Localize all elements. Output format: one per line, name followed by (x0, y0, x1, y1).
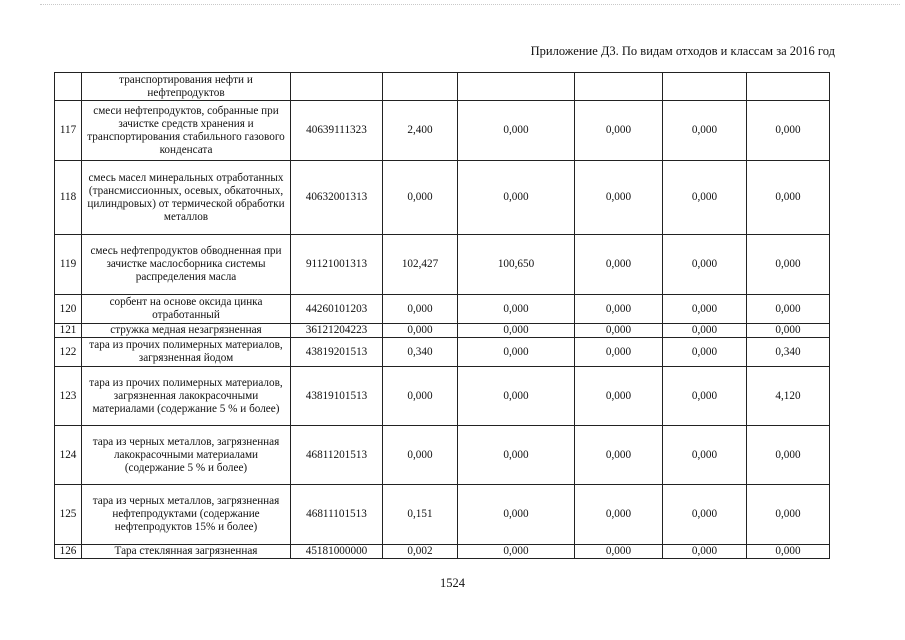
value-1-cell: 0,000 (383, 367, 458, 426)
waste-name-cell: тара из черных металлов, загрязненная лакокрасочными материалами (содержание 5 % и более) (82, 426, 291, 485)
row-number-cell: 126 (55, 545, 82, 559)
fkko-code-cell: 46811101513 (291, 485, 383, 545)
value-4-cell (663, 73, 747, 101)
fkko-code-cell: 40639111323 (291, 101, 383, 161)
value-4-cell: 0,000 (663, 235, 747, 295)
row-number-cell: 119 (55, 235, 82, 295)
value-4-cell: 0,000 (663, 161, 747, 235)
table-row (55, 426, 830, 485)
value-4-cell: 0,000 (663, 295, 747, 324)
value-5-cell: 0,000 (747, 485, 830, 545)
value-3-cell: 0,000 (575, 426, 663, 485)
value-2-cell: 0,000 (458, 426, 575, 485)
value-1-cell: 0,340 (383, 338, 458, 367)
value-3-cell: 0,000 (575, 485, 663, 545)
value-2-cell: 0,000 (458, 485, 575, 545)
value-4-cell: 0,000 (663, 545, 747, 559)
waste-name-cell: Тара стеклянная загрязненная (82, 545, 291, 559)
value-1-cell: 0,000 (383, 295, 458, 324)
value-1-cell: 0,000 (383, 426, 458, 485)
value-2-cell: 0,000 (458, 367, 575, 426)
value-3-cell: 0,000 (575, 338, 663, 367)
fkko-code-cell (291, 73, 383, 101)
value-5-cell: 0,000 (747, 161, 830, 235)
value-3-cell: 0,000 (575, 367, 663, 426)
value-3-cell: 0,000 (575, 101, 663, 161)
waste-name-cell: тара из прочих полимерных материалов, загрязненная йодом (82, 338, 291, 367)
row-number-cell: 125 (55, 485, 82, 545)
row-number-cell: 117 (55, 101, 82, 161)
value-2-cell: 0,000 (458, 161, 575, 235)
table-row (55, 101, 830, 161)
fkko-code-cell: 36121204223 (291, 324, 383, 338)
waste-name-cell: транспортирования нефти и нефтепродуктов (82, 73, 291, 101)
value-2-cell: 0,000 (458, 545, 575, 559)
table-row (55, 367, 830, 426)
fkko-code-cell: 44260101203 (291, 295, 383, 324)
value-4-cell: 0,000 (663, 338, 747, 367)
value-3-cell: 0,000 (575, 235, 663, 295)
value-2-cell: 0,000 (458, 101, 575, 161)
value-1-cell: 0,000 (383, 324, 458, 338)
waste-name-cell: стружка медная незагрязненная (82, 324, 291, 338)
waste-table (54, 72, 830, 559)
table-row (55, 324, 830, 338)
value-5-cell (747, 73, 830, 101)
value-3-cell: 0,000 (575, 161, 663, 235)
value-4-cell: 0,000 (663, 101, 747, 161)
waste-name-cell: смеси нефтепродуктов, собранные при зачистке средств хранения и транспортирования стабильного газового конденсата (82, 101, 291, 161)
table-row (55, 73, 830, 101)
value-2-cell: 0,000 (458, 295, 575, 324)
value-1-cell: 102,427 (383, 235, 458, 295)
table-row (55, 338, 830, 367)
table-row (55, 295, 830, 324)
row-number-cell: 120 (55, 295, 82, 324)
value-1-cell: 0,002 (383, 545, 458, 559)
row-number-cell: 122 (55, 338, 82, 367)
row-number-cell: 121 (55, 324, 82, 338)
value-3-cell: 0,000 (575, 295, 663, 324)
value-4-cell: 0,000 (663, 426, 747, 485)
value-2-cell (458, 73, 575, 101)
table-row (55, 545, 830, 559)
row-number-cell: 123 (55, 367, 82, 426)
fkko-code-cell: 45181000000 (291, 545, 383, 559)
value-2-cell: 0,000 (458, 338, 575, 367)
value-1-cell: 0,000 (383, 161, 458, 235)
row-number-cell: 118 (55, 161, 82, 235)
value-3-cell (575, 73, 663, 101)
fkko-code-cell: 91121001313 (291, 235, 383, 295)
value-5-cell: 0,000 (747, 295, 830, 324)
row-number-cell (55, 73, 82, 101)
page-header: Приложение Д3. По видам отходов и классам за 2016 год (530, 44, 835, 58)
value-2-cell: 100,650 (458, 235, 575, 295)
value-3-cell: 0,000 (575, 545, 663, 559)
value-5-cell: 0,000 (747, 101, 830, 161)
value-4-cell: 0,000 (663, 485, 747, 545)
waste-name-cell: смесь масел минеральных отработанных (трансмиссионных, осевых, обкаточных, цилиндровых) от термической обработки металлов (82, 161, 291, 235)
value-5-cell: 0,000 (747, 235, 830, 295)
waste-name-cell: тара из черных металлов, загрязненная нефтепродуктами (содержание нефтепродуктов 15% и более) (82, 485, 291, 545)
value-3-cell: 0,000 (575, 324, 663, 338)
table-row (55, 235, 830, 295)
value-5-cell: 0,000 (747, 426, 830, 485)
value-5-cell: 4,120 (747, 367, 830, 426)
value-5-cell: 0,000 (747, 324, 830, 338)
value-1-cell: 0,151 (383, 485, 458, 545)
table-row (55, 161, 830, 235)
page-number: 1524 (440, 576, 465, 590)
value-4-cell: 0,000 (663, 324, 747, 338)
scan-edge-line (40, 4, 900, 9)
row-number-cell: 124 (55, 426, 82, 485)
value-1-cell: 2,400 (383, 101, 458, 161)
waste-name-cell: тара из прочих полимерных материалов, загрязненная лакокрасочными материалами (содержание 5 % и более) (82, 367, 291, 426)
fkko-code-cell: 43819101513 (291, 367, 383, 426)
fkko-code-cell: 43819201513 (291, 338, 383, 367)
value-5-cell: 0,000 (747, 545, 830, 559)
waste-name-cell: смесь нефтепродуктов обводненная при зачистке маслосборника системы распределения масла (82, 235, 291, 295)
table-row (55, 485, 830, 545)
value-4-cell: 0,000 (663, 367, 747, 426)
value-5-cell: 0,340 (747, 338, 830, 367)
value-2-cell: 0,000 (458, 324, 575, 338)
waste-name-cell: сорбент на основе оксида цинка отработанный (82, 295, 291, 324)
fkko-code-cell: 46811201513 (291, 426, 383, 485)
fkko-code-cell: 40632001313 (291, 161, 383, 235)
value-1-cell (383, 73, 458, 101)
